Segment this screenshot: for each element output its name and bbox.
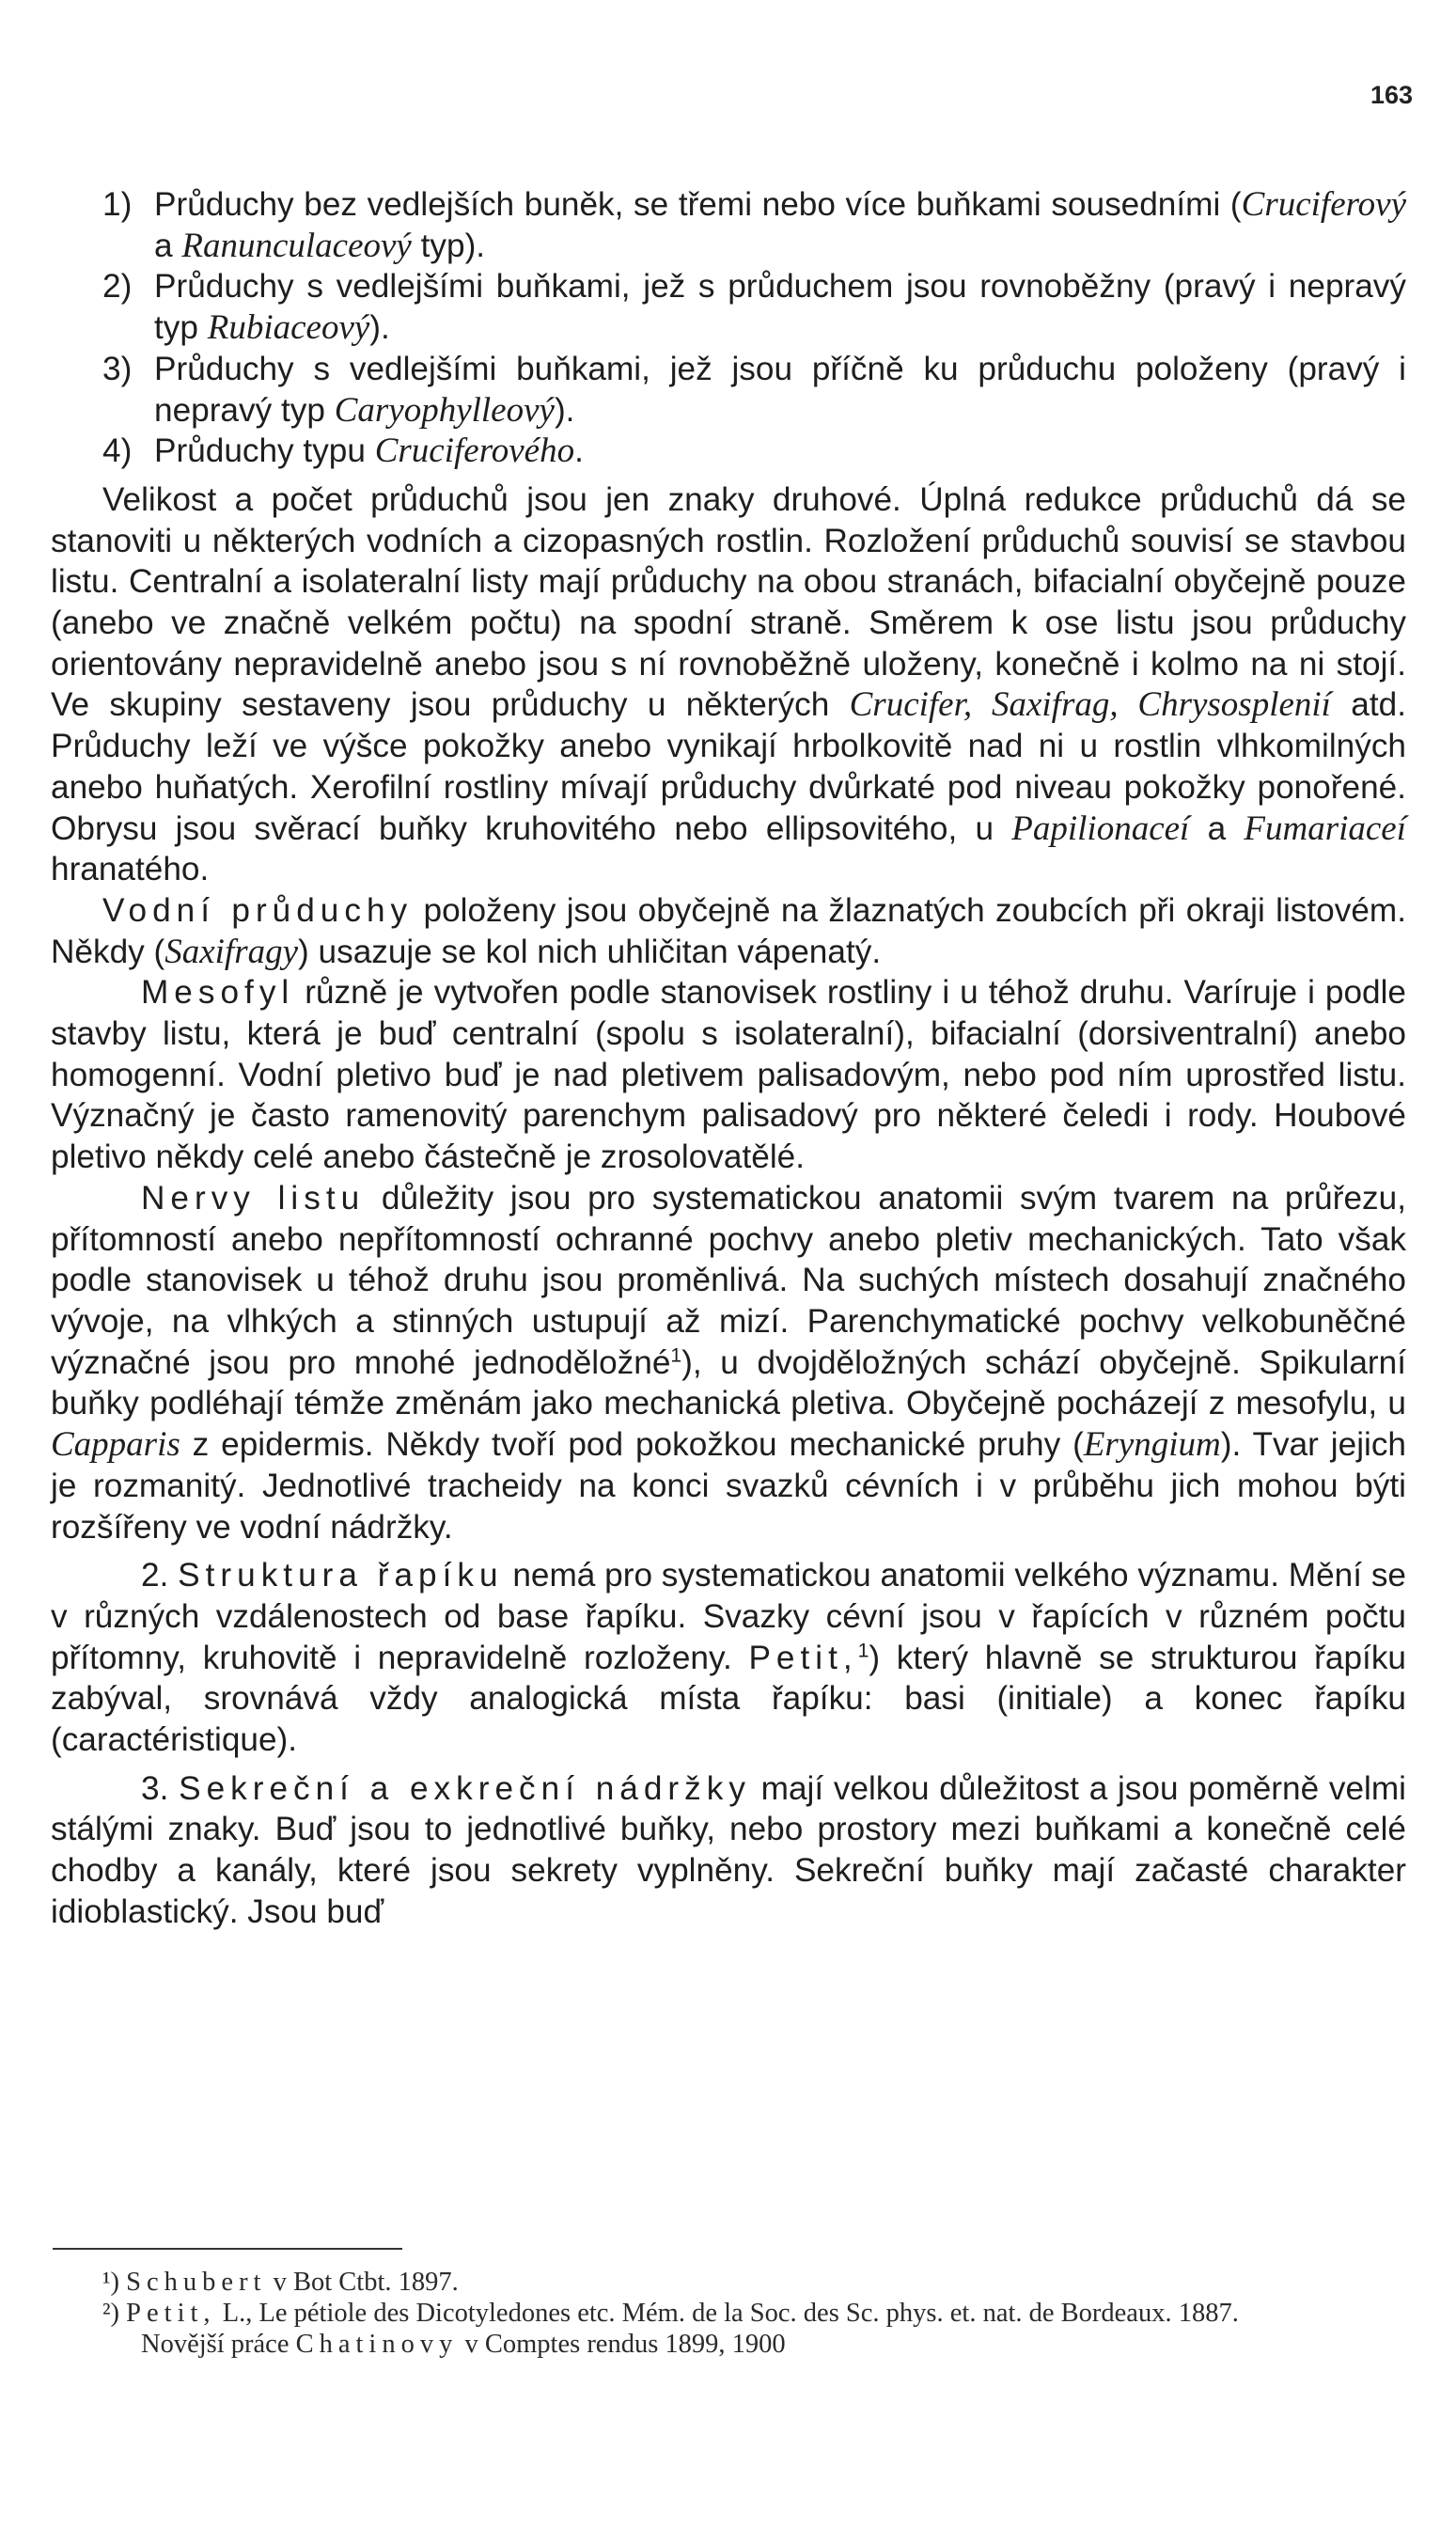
body-text (51, 184, 1406, 1933)
footnote-divider (53, 2248, 402, 2250)
paragraph-leaf-veins: Nervy listu důležity jsou pro systematickou anatomii svým tvarem na průřezu, přítomností anebo nepřítomností ochranné pochvy anebo pletiv mechanických. Tato však podle stanovisek u téhož druhu jsou proměnlivá. Na suchých místech dosahují značného vývoje, na vlhkých a stinných ustupují až mizí. Parenchymatické pochvy velkobuněčné význačné jsou pro mnohé jednoděložné$^1$), u dvojděložných schází obyčejně. Spikularní buňky podléhají témže změnám jako mechanická pletiva. Obyčejně pocházejí z mesofylu, u Capparis z epidermis. Někdy tvoří pod pokožkou mechanické pruhy (Eryngium). Tvar jejich je rozmanitý. Jednotlivé tracheidy na konci svazků cévních i v průběhu jich mohou býti rozšířeny ve vodní nádržky. (51, 1179, 1406, 1546)
paragraph-stomata-size: Velikost a počet průduchů jsou jen znaky druhové. Úplná redukce průduchů dá se stanoviti u některých vodních a cizopasných rostlin. Rozložení průduchů souvisí se stavbou listu. Centralní a isolateralní listy mají průduchy na obou stranách, bifacialní obyčejně pouze (anebo ve značně velkém počtu) na spodní straně. Směrem k ose listu jsou průduchy orientovány nepravidelně anebo jsou s ní rovnoběžně uloženy, konečně i kolmo na ni stojí. Ve skupiny sestaveny jsou průduchy u některých Crucifer, Saxifrag, Chrysosplenií atd. Průduchy leží ve výšce pokožky anebo vynikají hrbolkovitě nad ni u rostlin vlhkomilných anebo huňatých. Xerofilní rostliny mívají průduchy dvůrkaté pod niveau pokožky ponořené. Obrysu jsou svěrací buňky kruhovitého nebo ellipsovitého, u Papilionaceí a Fumariaceí hranatého. (51, 480, 1406, 888)
list-item: 4) Průduchy typu Cruciferového. (102, 432, 584, 471)
footnotes (51, 2267, 1406, 2360)
paragraph-secretory-reservoirs: 3. Sekreční a exkreční nádržky mají velkou důležitost a jsou poměrně velmi stálými znaky. Buď jsou to jednotlivé buňky, nebo prostory mezi buňkami a konečně celé chodby a kanály, které jsou sekrety vyplněny. Sekreční buňky mají začasté charakter idioblastický. Jsou buď (51, 1769, 1406, 1930)
list-item: 3) Průduchy s vedlejšími buňkami, jež jsou příčně ku průduchu položeny (pravý i nepravý typ Caryophylleový). (102, 350, 1406, 430)
paragraph-mesophyll: Mesofyl různě je vytvořen podle stanovisek rostliny i u téhož druhu. Varíruje i podle stavby listu, která je buď centralní (spolu s isolateralní), bifacialní (dorsiventralní) anebo homogenní. Vodní pletivo buď je nad pletivem palisadovým, nebo pod ním uprostřed listu. Význačný je často ramenovitý parenchym palisadový pro některé čeledi i rody. Houbové pletivo někdy celé anebo částečně je zrosolovatělé. (51, 974, 1406, 1176)
footnote-1: ¹) Schubert v Bot Ctbt. 1897. (102, 2268, 459, 2297)
list-item: 1) Průduchy bez vedlejších buněk, se třemi nebo více buňkami sousedními (Cruciferový a Ranunculaceový typ). (102, 185, 1406, 265)
paragraph-petiole-structure: 2. Struktura řapíku nemá pro systematickou anatomii velkého významu. Mění se v různých vzdálenostech od base řapíku. Svazky cévní jsou v řapících v různém počtu přítomny, kruhovitě i nepravidelně rozloženy. Petit,$^1$) který hlavně se strukturou řapíku zabýval, srovnává vždy analogická místa řapíku: basi (initiale) a konec řapíku (caractéristique). (51, 1557, 1406, 1759)
page-number: 163 (1370, 81, 1413, 109)
footnote-3: Novější práce Chatinovy v Comptes rendus 1899, 1900 (141, 2330, 786, 2359)
paragraph-water-stomata: Vodní průduchy položeny jsou obyčejně na žlaznatých zoubcích při okraji listovém. Někdy (Saxifragy) usazuje se kol nich uhličitan vápenatý. (51, 891, 1406, 971)
footnote-2: ²) Petit, L., Le pétiole des Dicotyledones etc. Mém. de la Soc. des Sc. phys. et. nat. de Bordeaux. 1887. (102, 2299, 1239, 2328)
list-item: 2) Průduchy s vedlejšími buňkami, jež s průduchem jsou rovnoběžny (pravý i nepravý typ Rubiaceový). (102, 268, 1406, 348)
